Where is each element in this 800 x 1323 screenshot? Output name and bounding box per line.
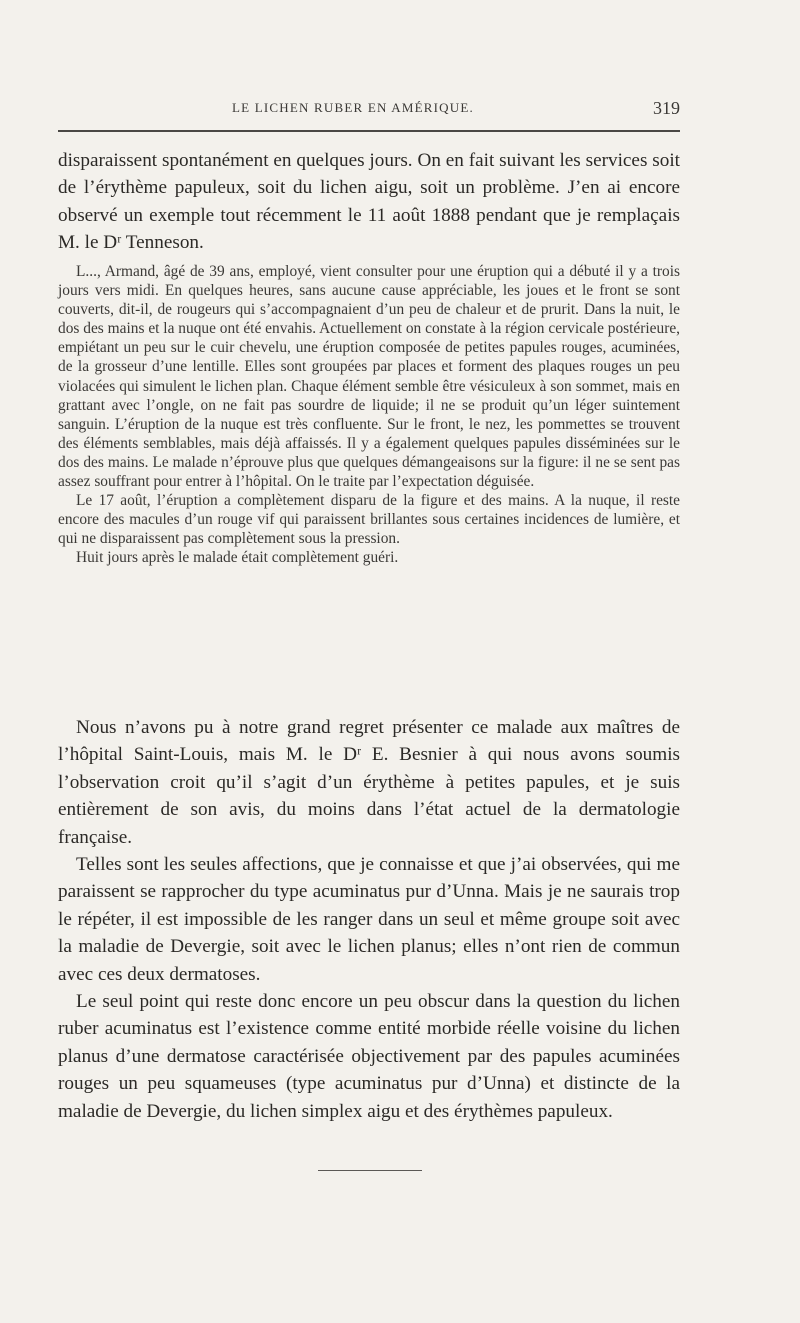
opening-text [58,147,680,257]
page-number: 319 [653,98,680,118]
case-paragraph: L..., Armand, âgé de 39 ans, employé, vient consulter pour une éruption qui a débuté il y a trois jours vers midi. En quelques heures, sans aucune cause appréciable, les joues et le front se sont couverts, dit-il, de rougeurs qui s’accompagnaient d’un peu de chaleur et de prurit. Dans la nuit, le dos des mains et la nuque ont été envahis. Actuellement on constate à la région cervicale postérieure, empiétant un peu sur le cuir chevelu, une éruption composée de petites papules rouges, acuminées, de la grosseur d’une lentille. Elles sont groupées par places et forment des plaques rouges un peu violacées qui simulent le lichen plan. Chaque élément semble être vésiculeux à son sommet, mais en grattant avec l’ongle, on ne fait pas sourdre de liquide; il ne se produit qu’un léger suintement sanguin. L’éruption de la nuque est très confluente. Sur le front, le nez, les pommettes se trouvent des éléments semblables, mais déjà affaissés. Il y a également quelques papules disséminées sur le dos des mains. Le malade n’éprouve plus que quelques démangeaisons sur la figure: il ne se sent pas assez souffrant pour entrer à l’hôpital. On le traite par l’expectation déguisée. [58,263,680,491]
body-paragraph: Le seul point qui reste donc encore un peu obscur dans la question du lichen ruber acuminatus est l’existence comme entité morbide réelle voisine du lichen planus d’une dermatose caractérisée objectivement par des papules acuminées rouges un peu squameuses (type acuminatus pur d’Unna) et distincte de la maladie de Devergie, du lichen simplex aigu et des érythèmes papuleux. [58,991,680,1122]
case-paragraph: Huit jours après le malade était complètement guéri. [76,549,399,567]
running-head: LE LICHEN RUBER EN AMÉRIQUE. [232,100,474,115]
header-rule [58,130,680,132]
body-paragraph: disparaissent spontanément en quelques jours. On en fait suivant les services soit de l’érythème papuleux, soit du lichen aigu, soit un problème. J’en ai encore observé un exemple tout récemment le 11 août 1888 pendant que je remplaçais M. le Dʳ Tenneson. [58,150,680,254]
body-paragraph: Nous n’avons pu à notre grand regret présenter ce malade aux maîtres de l’hôpital Saint-Louis, mais M. le Dʳ E. Besnier à qui nous avons soumis l’observation croit qu’il s’agit d’un érythème à petites papules, et je suis entièrement de son avis, du moins dans l’état actuel de la dermatologie française. [58,717,680,848]
case-paragraph: Le 17 août, l’éruption a complètement disparu de la figure et des mains. A la nuque, il reste encore des macules d’un rouge vif qui paraissent brillantes sous certaines incidences de lumière, et qui ne disparaissent pas complètement sous la pression. [58,492,680,548]
end-rule [318,1170,422,1171]
discussion-text [58,714,680,1125]
body-paragraph: Telles sont les seules affections, que je connaisse et que j’ai observées, qui me paraissent se rapprocher du type acuminatus pur d’Unna. Mais je ne saurais trop le répéter, il est impossible de les ranger dans un seul et même groupe soit avec la maladie de Devergie, soit avec le lichen planus; elles n’ont rien de commun avec ces deux dermatoses. [58,854,680,985]
case-report [58,262,680,568]
page-header [58,98,680,122]
